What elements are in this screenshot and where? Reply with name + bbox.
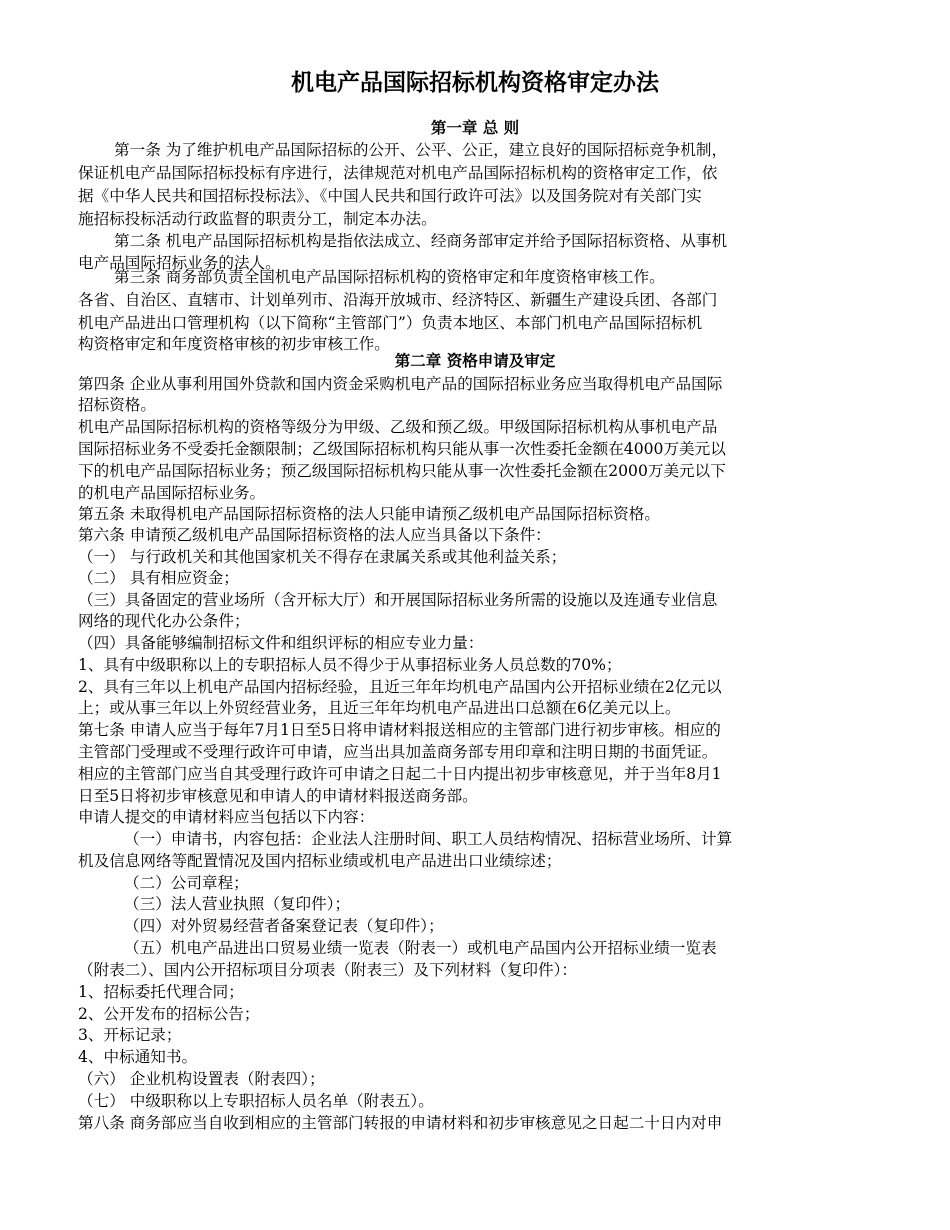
text-line: （二） 具有相应资金；: [78, 569, 239, 587]
text-line: 下的机电产品国际招标业务；预乙级国际招标机构只能从事一次性委托金额在2000万美元以下: [78, 462, 726, 480]
text-line: 1、招标委托代理合同；: [78, 983, 244, 1001]
text-line: （二）公司章程；: [124, 874, 249, 892]
text-line: 保证机电产品国际招标投标有序进行，法律规范对机电产品国际招标机构的资格审定工作，依: [78, 164, 718, 182]
text-line: （四）具备能够编制招标文件和组织评标的相应专业力量：: [78, 634, 484, 652]
text-line: 国际招标业务不受委托金额限制；乙级国际招标机构只能从事一次性委托金额在4000万美元以: [78, 440, 726, 458]
text-line: 1、具有中级职称以上的专职招标人员不得少于从事招标业务人员总数的70%；: [78, 656, 622, 674]
text-line: 2、公开发布的招标公告；: [78, 1005, 260, 1023]
text-line: 2、具有三年以上机电产品国内招标经验，且近三年年均机电产品国内公开招标业绩在2亿元以: [78, 678, 722, 696]
text-line: 各省、自治区、直辖市、计划单列市、沿海开放城市、经济特区、新疆生产建设兵团、各部门: [78, 291, 718, 309]
text-line: 据《中华人民共和国招标投标法》、《中国人民共和国行政许可法》以及国务院对有关部门实: [78, 187, 702, 205]
text-line: 第二条 机电产品国际招标机构是指依法成立、经商务部审定并给予国际招标资格、从事机: [114, 232, 728, 250]
text-line: （附表二）、国内公开招标项目分项表（附表三）及下列材料（复印件）：: [78, 961, 577, 979]
text-line: 构资格审定和年度资格审核的初步审核工作。: [78, 335, 390, 353]
document-title: 机电产品国际招标机构资格审定办法: [291, 70, 659, 96]
text-line: （七） 中级职称以上专职招标人员名单（附表五）。: [78, 1092, 434, 1110]
text-line: 相应的主管部门应当自其受理行政许可申请之日起二十日内提出初步审核意见，并于当年8月1: [78, 765, 722, 783]
text-line: 日至5日将初步审核意见和申请人的申请材料报送商务部。: [78, 787, 478, 805]
text-line: 第一条 为了维护机电产品国际招标的公开、公平、公正，建立良好的国际招标竞争机制，: [114, 141, 728, 159]
text-line: 主管部门受理或不受理行政许可申请，应当出具加盖商务部专用印章和注明日期的书面凭证。: [78, 743, 718, 761]
text-line: （一）申请书，内容包括：企业法人注册时间、职工人员结构情况、招标营业场所、计算: [124, 830, 733, 848]
text-line: 招标资格。: [78, 396, 156, 414]
text-line: 第八条 商务部应当自收到相应的主管部门转报的申请材料和初步审核意见之日起二十日内对申: [78, 1114, 723, 1132]
text-line: 机及信息网络等配置情况及国内招标业绩或机电产品进出口业绩综述；: [78, 852, 562, 870]
chapter-2-heading: 第二章 资格申请及审定: [394, 352, 556, 370]
text-line: 3、开标记录；: [78, 1026, 182, 1044]
text-line: 电产品国际招标业务的法人。: [78, 254, 281, 272]
text-line: （一） 与行政机关和其他国家机关不得存在隶属关系或其他利益关系；: [78, 548, 567, 566]
text-line: 第四条 企业从事利用国外贷款和国内资金采购机电产品的国际招标业务应当取得机电产品国际: [78, 375, 723, 393]
text-line: 网络的现代化办公条件；: [78, 612, 250, 630]
text-line: 上；或从事三年以上外贸经营业务，且近三年年均机电产品进出口总额在6亿美元以上。: [78, 699, 681, 717]
text-line: （六） 企业机构设置表（附表四）；: [78, 1070, 325, 1088]
text-line: 4、中标通知书。: [78, 1048, 198, 1066]
text-line: 第五条 未取得机电产品国际招标资格的法人只能申请预乙级机电产品国际招标资格。: [78, 505, 660, 523]
text-line: （三）具备固定的营业场所（含开标大厅）和开展国际招标业务所需的设施以及连通专业信息: [78, 591, 718, 609]
text-line: （四）对外贸易经营者备案登记表（复印件）；: [124, 917, 444, 935]
text-line: 机电产品进出口管理机构（以下简称“主管部门”）负责本地区、本部门机电产品国际招标机: [78, 314, 703, 332]
text-line: （三）法人营业执照（复印件）；: [124, 895, 351, 913]
text-line: 施招标投标活动行政监督的职责分工，制定本办法。: [78, 210, 437, 228]
chapter-1-heading: 第一章 总 则: [430, 119, 520, 137]
text-line: 第三条 商务部负责全国机电产品国际招标机构的资格审定和年度资格审核工作。: [114, 268, 665, 286]
text-line: 第六条 申请预乙级机电产品国际招标资格的法人应当具备以下条件：: [78, 526, 551, 544]
text-line: 机电产品国际招标机构的资格等级分为甲级、乙级和预乙级。甲级国际招标机构从事机电产品: [78, 418, 718, 436]
text-line: 的机电产品国际招标业务。: [78, 484, 266, 502]
text-line: 第七条 申请人应当于每年7月1日至5日将申请材料报送相应的主管部门进行初步审核。相应的: [78, 721, 721, 739]
text-line: （五）机电产品进出口贸易业绩一览表（附表一）或机电产品国内公开招标业绩一览表: [124, 939, 717, 957]
text-line: 申请人提交的申请材料应当包括以下内容：: [78, 808, 375, 826]
